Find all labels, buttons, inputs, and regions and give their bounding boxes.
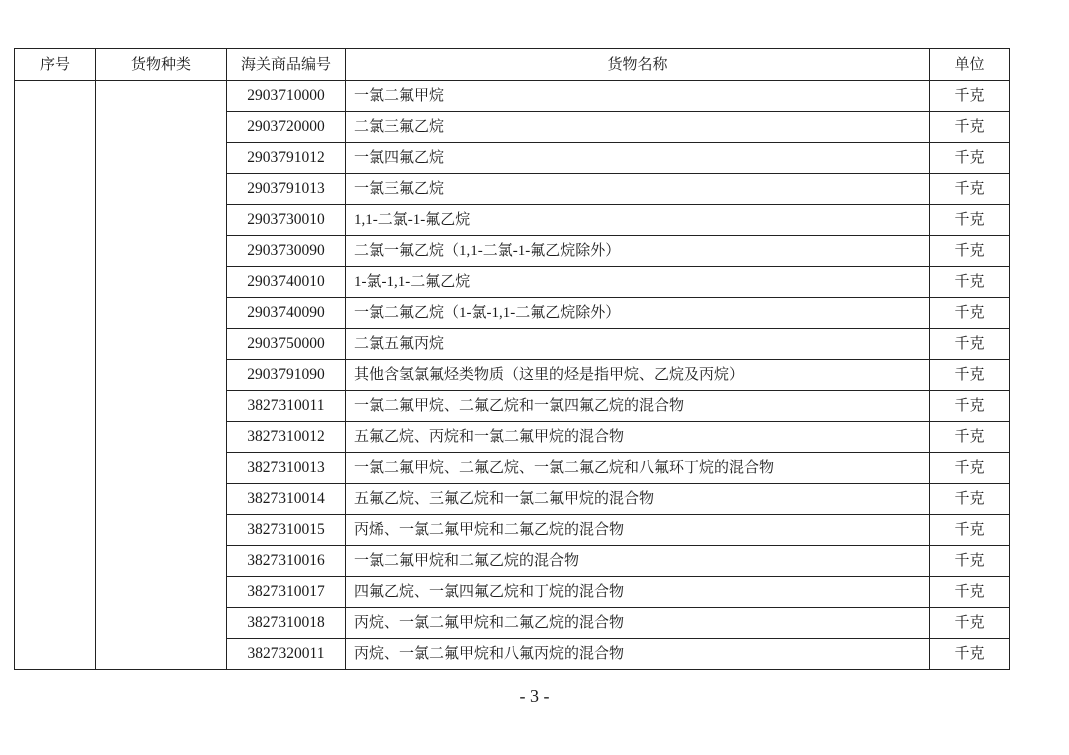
unit-cell: 千克 <box>930 453 1010 484</box>
header-category: 货物种类 <box>96 49 227 81</box>
hs-code-cell: 3827310017 <box>227 577 346 608</box>
hs-code-cell: 2903791090 <box>227 360 346 391</box>
unit-cell: 千克 <box>930 639 1010 670</box>
goods-name-cell: 丙烷、一氯二氟甲烷和二氟乙烷的混合物 <box>346 608 930 639</box>
goods-name-cell: 丙烷、一氯二氟甲烷和八氟丙烷的混合物 <box>346 639 930 670</box>
unit-cell: 千克 <box>930 422 1010 453</box>
goods-name-cell: 其他含氢氯氟烃类物质（这里的烃是指甲烷、乙烷及丙烷） <box>346 360 930 391</box>
goods-name-cell: 一氯二氟甲烷、二氟乙烷和一氯四氟乙烷的混合物 <box>346 391 930 422</box>
goods-name-cell: 丙烯、一氯二氟甲烷和二氟乙烷的混合物 <box>346 515 930 546</box>
unit-cell: 千克 <box>930 81 1010 112</box>
hs-code-cell: 2903710000 <box>227 81 346 112</box>
category-cell <box>96 81 227 670</box>
unit-cell: 千克 <box>930 143 1010 174</box>
unit-cell: 千克 <box>930 298 1010 329</box>
goods-name-cell: 二氯一氟乙烷（1,1-二氯-1-氟乙烷除外） <box>346 236 930 267</box>
hs-code-cell: 3827310014 <box>227 484 346 515</box>
header-index: 序号 <box>15 49 96 81</box>
hs-code-cell: 3827310018 <box>227 608 346 639</box>
page-number: - 3 - <box>519 686 550 706</box>
hs-code-cell: 3827310013 <box>227 453 346 484</box>
unit-cell: 千克 <box>930 360 1010 391</box>
unit-cell: 千克 <box>930 329 1010 360</box>
goods-name-cell: 四氟乙烷、一氯四氟乙烷和丁烷的混合物 <box>346 577 930 608</box>
hs-code-cell: 3827310016 <box>227 546 346 577</box>
unit-cell: 千克 <box>930 236 1010 267</box>
goods-name-cell: 二氯五氟丙烷 <box>346 329 930 360</box>
hs-code-cell: 2903730010 <box>227 205 346 236</box>
goods-name-cell: 五氟乙烷、丙烷和一氯二氟甲烷的混合物 <box>346 422 930 453</box>
hs-code-cell: 2903750000 <box>227 329 346 360</box>
hs-code-cell: 2903720000 <box>227 112 346 143</box>
goods-name-cell: 1,1-二氯-1-氟乙烷 <box>346 205 930 236</box>
goods-name-cell: 五氟乙烷、三氟乙烷和一氯二氟甲烷的混合物 <box>346 484 930 515</box>
hs-code-cell: 2903791012 <box>227 143 346 174</box>
hs-code-cell: 2903791013 <box>227 174 346 205</box>
unit-cell: 千克 <box>930 577 1010 608</box>
goods-name-cell: 一氯二氟甲烷和二氟乙烷的混合物 <box>346 546 930 577</box>
unit-cell: 千克 <box>930 112 1010 143</box>
unit-cell: 千克 <box>930 174 1010 205</box>
hs-code-cell: 3827320011 <box>227 639 346 670</box>
unit-cell: 千克 <box>930 391 1010 422</box>
hs-code-cell: 2903740010 <box>227 267 346 298</box>
hs-code-cell: 3827310012 <box>227 422 346 453</box>
unit-cell: 千克 <box>930 484 1010 515</box>
hs-code-cell: 2903730090 <box>227 236 346 267</box>
goods-table <box>14 48 1010 670</box>
header-unit: 单位 <box>930 49 1010 81</box>
goods-name-cell: 1-氯-1,1-二氟乙烷 <box>346 267 930 298</box>
goods-name-cell: 二氯三氟乙烷 <box>346 112 930 143</box>
unit-cell: 千克 <box>930 267 1010 298</box>
unit-cell: 千克 <box>930 515 1010 546</box>
unit-cell: 千克 <box>930 608 1010 639</box>
header-row <box>15 49 1010 81</box>
header-goods-name: 货物名称 <box>346 49 930 81</box>
index-cell <box>15 81 96 670</box>
hs-code-cell: 2903740090 <box>227 298 346 329</box>
header-hs-code: 海关商品编号 <box>227 49 346 81</box>
hs-code-cell: 3827310011 <box>227 391 346 422</box>
table-row <box>15 81 1010 112</box>
hs-code-cell: 3827310015 <box>227 515 346 546</box>
goods-name-cell: 一氯二氟甲烷、二氟乙烷、一氯二氟乙烷和八氟环丁烷的混合物 <box>346 453 930 484</box>
unit-cell: 千克 <box>930 546 1010 577</box>
unit-cell: 千克 <box>930 205 1010 236</box>
goods-name-cell: 一氯二氟甲烷 <box>346 81 930 112</box>
goods-name-cell: 一氯二氟乙烷（1-氯-1,1-二氟乙烷除外） <box>346 298 930 329</box>
goods-name-cell: 一氯四氟乙烷 <box>346 143 930 174</box>
goods-name-cell: 一氯三氟乙烷 <box>346 174 930 205</box>
